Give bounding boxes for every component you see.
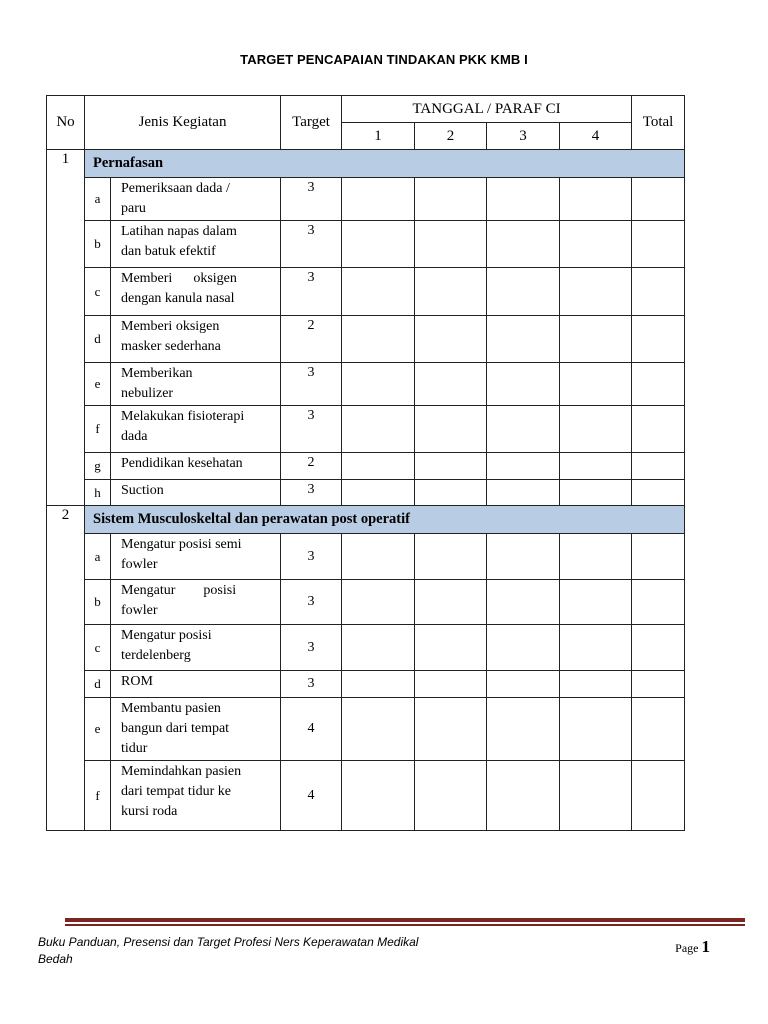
date-cell[interactable] xyxy=(560,178,632,221)
item-activity: Pendidikan kesehatan xyxy=(111,453,281,480)
item-letter: a xyxy=(85,534,111,580)
table-row xyxy=(47,761,685,831)
date-cell[interactable] xyxy=(487,221,560,268)
date-cell[interactable] xyxy=(560,761,632,831)
item-letter: e xyxy=(85,698,111,761)
date-cell[interactable] xyxy=(342,406,415,453)
item-activity: Suction xyxy=(111,480,281,506)
item-letter: f xyxy=(85,406,111,453)
date-cell[interactable] xyxy=(560,698,632,761)
date-cell[interactable] xyxy=(487,671,560,698)
header-date-3: 3 xyxy=(487,123,560,150)
header-row-1 xyxy=(47,96,685,123)
item-activity: Memberi oksigen dengan kanula nasal xyxy=(111,268,281,316)
date-cell[interactable] xyxy=(487,453,560,480)
date-cell[interactable] xyxy=(415,671,487,698)
date-cell[interactable] xyxy=(560,580,632,625)
date-cell[interactable] xyxy=(415,453,487,480)
date-cell[interactable] xyxy=(487,268,560,316)
table-row xyxy=(47,221,685,268)
item-target: 3 xyxy=(281,625,342,671)
footer-text: Buku Panduan, Presensi dan Target Profesi Ners Keperawatan Medikal Bedah xyxy=(38,935,419,966)
date-cell[interactable] xyxy=(415,316,487,363)
date-cell[interactable] xyxy=(560,534,632,580)
total-cell[interactable] xyxy=(632,698,685,761)
date-cell[interactable] xyxy=(560,453,632,480)
header-target: Target xyxy=(281,96,342,150)
date-cell[interactable] xyxy=(342,534,415,580)
date-cell[interactable] xyxy=(487,625,560,671)
total-cell[interactable] xyxy=(632,534,685,580)
date-cell[interactable] xyxy=(487,406,560,453)
date-cell[interactable] xyxy=(342,221,415,268)
date-cell[interactable] xyxy=(487,761,560,831)
document-title: TARGET PENCAPAIAN TINDAKAN PKK KMB I xyxy=(240,52,528,67)
date-cell[interactable] xyxy=(342,316,415,363)
item-activity: Mengatur posisi fowler xyxy=(111,580,281,625)
item-activity: Mengatur posisi terdelenberg xyxy=(111,625,281,671)
item-letter: c xyxy=(85,268,111,316)
table-row xyxy=(47,698,685,761)
date-cell[interactable] xyxy=(415,221,487,268)
date-cell[interactable] xyxy=(560,316,632,363)
item-target: 2 xyxy=(281,453,342,480)
total-cell[interactable] xyxy=(632,580,685,625)
date-cell[interactable] xyxy=(415,761,487,831)
date-cell[interactable] xyxy=(415,534,487,580)
date-cell[interactable] xyxy=(415,268,487,316)
item-letter: g xyxy=(85,453,111,480)
date-cell[interactable] xyxy=(487,480,560,506)
item-letter: d xyxy=(85,316,111,363)
date-cell[interactable] xyxy=(415,480,487,506)
header-activity: Jenis Kegiatan xyxy=(85,96,281,150)
page-number-value: 1 xyxy=(701,937,710,956)
total-cell[interactable] xyxy=(632,480,685,506)
page-label: Page xyxy=(675,941,699,955)
date-cell[interactable] xyxy=(415,698,487,761)
total-cell[interactable] xyxy=(632,406,685,453)
item-activity: Memindahkan pasien dari tempat tidur ke kursi roda xyxy=(111,761,281,831)
item-target: 3 xyxy=(281,363,342,406)
total-cell[interactable] xyxy=(632,363,685,406)
footer-rule-thin xyxy=(65,924,745,926)
total-cell[interactable] xyxy=(632,178,685,221)
header-date-group: TANGGAL / PARAF CI xyxy=(342,96,632,123)
date-cell[interactable] xyxy=(560,221,632,268)
section-row xyxy=(47,150,685,178)
table-row xyxy=(47,671,685,698)
item-target: 3 xyxy=(281,480,342,506)
item-activity: Memberikan nebulizer xyxy=(111,363,281,406)
date-cell[interactable] xyxy=(342,480,415,506)
target-table xyxy=(46,95,685,831)
total-cell[interactable] xyxy=(632,221,685,268)
item-target: 4 xyxy=(281,761,342,831)
table-row xyxy=(47,534,685,580)
date-cell[interactable] xyxy=(560,625,632,671)
header-total: Total xyxy=(632,96,685,150)
table-row xyxy=(47,268,685,316)
item-letter: c xyxy=(85,625,111,671)
date-cell[interactable] xyxy=(415,580,487,625)
date-cell[interactable] xyxy=(487,178,560,221)
item-letter: e xyxy=(85,363,111,406)
table-row xyxy=(47,453,685,480)
item-activity: Latihan napas dalam dan batuk efektif xyxy=(111,221,281,268)
item-letter: a xyxy=(85,178,111,221)
header-date-2: 2 xyxy=(415,123,487,150)
item-activity: Memberi oksigen masker sederhana xyxy=(111,316,281,363)
section-title: Sistem Musculoskeltal dan perawatan post operatif xyxy=(85,506,685,534)
total-cell[interactable] xyxy=(632,761,685,831)
item-activity: Mengatur posisi semi fowler xyxy=(111,534,281,580)
item-target: 3 xyxy=(281,671,342,698)
date-cell[interactable] xyxy=(415,406,487,453)
date-cell[interactable] xyxy=(415,625,487,671)
item-target: 3 xyxy=(281,406,342,453)
header-date-1: 1 xyxy=(342,123,415,150)
item-letter: f xyxy=(85,761,111,831)
table-row xyxy=(47,625,685,671)
table-row xyxy=(47,178,685,221)
table-row xyxy=(47,363,685,406)
date-cell[interactable] xyxy=(487,316,560,363)
item-target: 3 xyxy=(281,221,342,268)
date-cell[interactable] xyxy=(560,363,632,406)
item-activity: Melakukan fisioterapi dada xyxy=(111,406,281,453)
total-cell[interactable] xyxy=(632,453,685,480)
item-activity: ROM xyxy=(111,671,281,698)
date-cell[interactable] xyxy=(342,580,415,625)
item-target: 3 xyxy=(281,178,342,221)
item-activity: Pemeriksaan dada / paru xyxy=(111,178,281,221)
date-cell[interactable] xyxy=(342,625,415,671)
total-cell[interactable] xyxy=(632,268,685,316)
date-cell[interactable] xyxy=(487,363,560,406)
item-letter: h xyxy=(85,480,111,506)
item-target: 3 xyxy=(281,534,342,580)
item-letter: b xyxy=(85,221,111,268)
date-cell[interactable] xyxy=(415,178,487,221)
date-cell[interactable] xyxy=(415,363,487,406)
date-cell[interactable] xyxy=(487,698,560,761)
date-cell[interactable] xyxy=(342,453,415,480)
item-target: 3 xyxy=(281,268,342,316)
section-number: 1 xyxy=(47,150,85,506)
date-cell[interactable] xyxy=(560,268,632,316)
footer-rule-thick xyxy=(65,918,745,922)
table-row xyxy=(47,480,685,506)
date-cell[interactable] xyxy=(342,698,415,761)
date-cell[interactable] xyxy=(342,671,415,698)
date-cell[interactable] xyxy=(487,534,560,580)
header-no: No xyxy=(47,96,85,150)
item-target: 4 xyxy=(281,698,342,761)
total-cell[interactable] xyxy=(632,671,685,698)
page-number xyxy=(675,937,710,957)
date-cell[interactable] xyxy=(342,268,415,316)
date-cell[interactable] xyxy=(560,671,632,698)
item-letter: d xyxy=(85,671,111,698)
header-date-4: 4 xyxy=(560,123,632,150)
total-cell[interactable] xyxy=(632,316,685,363)
date-cell[interactable] xyxy=(560,480,632,506)
table-row xyxy=(47,406,685,453)
table-row xyxy=(47,580,685,625)
date-cell[interactable] xyxy=(342,761,415,831)
section-row xyxy=(47,506,685,534)
date-cell[interactable] xyxy=(560,406,632,453)
section-number: 2 xyxy=(47,506,85,831)
date-cell[interactable] xyxy=(342,363,415,406)
item-target: 2 xyxy=(281,316,342,363)
date-cell[interactable] xyxy=(342,178,415,221)
section-title: Pernafasan xyxy=(85,150,685,178)
total-cell[interactable] xyxy=(632,625,685,671)
table-row xyxy=(47,316,685,363)
item-letter: b xyxy=(85,580,111,625)
item-activity: Membantu pasien bangun dari tempat tidur xyxy=(111,698,281,761)
date-cell[interactable] xyxy=(487,580,560,625)
item-target: 3 xyxy=(281,580,342,625)
